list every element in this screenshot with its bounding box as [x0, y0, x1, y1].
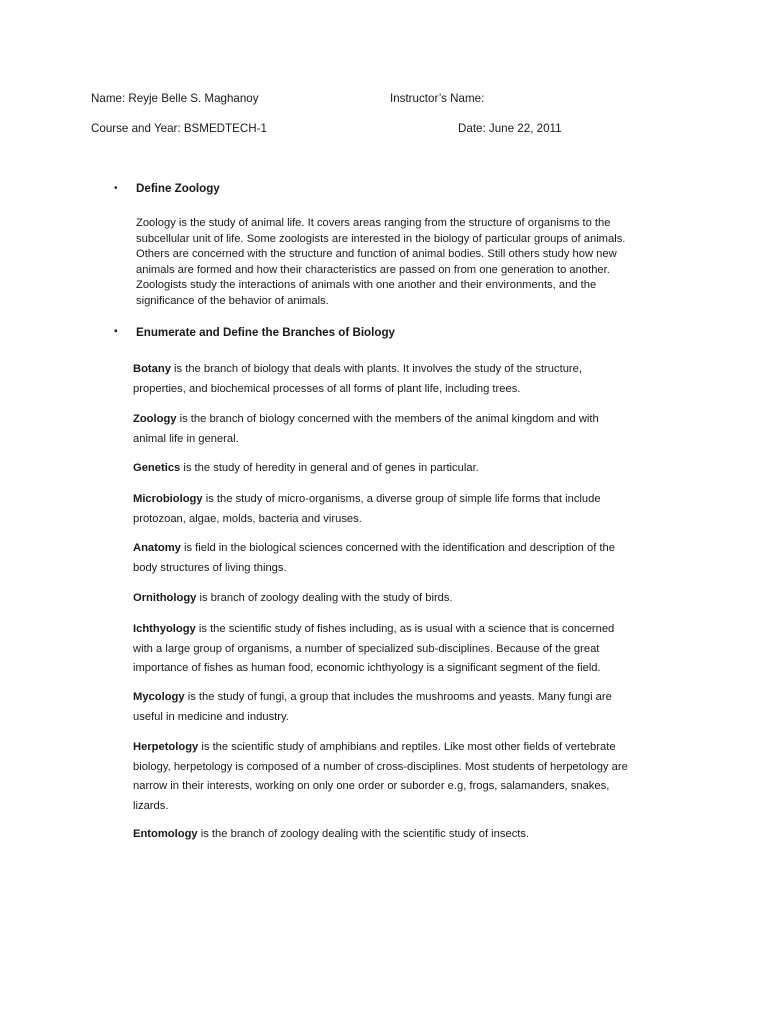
- branch-definition: is the study of micro-organisms, a diverse group of simple life forms that include protozoan, algae, molds, bacteria and viruses.: [133, 493, 601, 525]
- branch-term: Microbiology: [133, 493, 203, 505]
- section-heading-branches: Enumerate and Define the Branches of Biology: [136, 326, 395, 339]
- branch-mycology: [133, 688, 633, 727]
- bullet-icon: •: [114, 183, 118, 194]
- branch-genetics: [133, 459, 633, 479]
- square-bullet-icon: ▪: [114, 326, 118, 337]
- branch-ornithology: [133, 589, 633, 609]
- branch-definition: is the study of heredity in general and of genes in particular.: [180, 462, 479, 474]
- branch-definition: is the branch of zoology dealing with the scientific study of insects.: [197, 828, 530, 840]
- branch-microbiology: [133, 490, 633, 529]
- branch-herpetology: [133, 738, 633, 816]
- instructor-name: Instructor’s Name:: [390, 92, 485, 105]
- branch-term: Ichthyology: [133, 623, 196, 635]
- branch-definition: is field in the biological sciences concerned with the identification and description of the body structures of living things.: [133, 542, 615, 574]
- branch-term: Herpetology: [133, 741, 199, 753]
- branch-definition: is the scientific study of amphibians and reptiles. Like most other fields of vertebrate biology, herpetology is composed of a number of cross-disciplines. Most students of herpetology are narrow in their interests, working on only one order or suborder e.g, frogs, salamanders, snakes, lizards.: [133, 741, 628, 812]
- branch-term: Anatomy: [133, 542, 181, 554]
- branch-term: Botany: [133, 363, 171, 375]
- student-name: Name: Reyje Belle S. Maghanoy: [91, 92, 259, 105]
- branch-botany: [133, 360, 633, 399]
- zoology-definition-paragraph: Zoology is the study of animal life. It covers areas ranging from the structure of organisms to the subcellular unit of life. Some zoologists are interested in the biology of particular groups of animals. Others are concerned with the structure and function of animal bodies. Still others study how new animals are formed and how their characteristics are passed on from one generation to another. Zoologists study the interactions of animals with one another and their environments, and the significance of the behavior of animals.: [136, 217, 626, 307]
- branch-definition: is the branch of biology concerned with the members of the animal kingdom and with animal life in general.: [133, 413, 599, 445]
- section-heading-define-zoology: Define Zoology: [136, 182, 220, 195]
- branch-ichthyology: [133, 620, 633, 679]
- branch-term: Genetics: [133, 462, 181, 474]
- branch-zoology: [133, 410, 633, 449]
- branch-definition: is the scientific study of fishes including, as is usual with a science that is concerned with a large group of organisms, a number of specialized sub-disciplines. Because of the great importance of fishes as human food, economic ichthyology is a significant segment of the field.: [133, 623, 615, 674]
- branch-term: Ornithology: [133, 592, 197, 604]
- branch-definition: is branch of zoology dealing with the study of birds.: [196, 592, 453, 604]
- branch-term: Entomology: [133, 828, 198, 840]
- course-year: Course and Year: BSMEDTECH-1: [91, 122, 267, 135]
- branch-definition: is the study of fungi, a group that includes the mushrooms and yeasts. Many fungi are useful in medicine and industry.: [133, 691, 612, 723]
- branch-anatomy: [133, 539, 633, 578]
- document-date: Date: June 22, 2011: [458, 122, 562, 135]
- branch-entomology: [133, 825, 633, 845]
- branch-term: Zoology: [133, 413, 177, 425]
- branch-definition: is the branch of biology that deals with plants. It involves the study of the structure, properties, and biochemical processes of all forms of plant life, including trees.: [133, 363, 582, 395]
- branch-term: Mycology: [133, 691, 185, 703]
